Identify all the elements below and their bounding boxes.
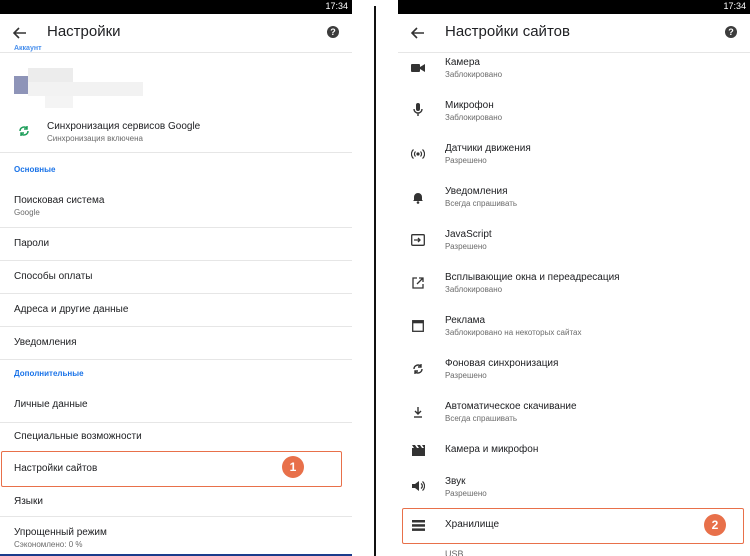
javascript-icon <box>410 232 426 248</box>
bell-icon <box>410 189 426 205</box>
back-arrow-icon[interactable] <box>10 23 30 43</box>
site-settings-screen <box>398 0 750 556</box>
languages-label: Языки <box>14 496 43 507</box>
divider <box>0 516 352 517</box>
addresses-label: Адреса и другие данные <box>14 304 129 315</box>
ads-subtitle: Заблокировано на некоторых сайтах <box>445 328 582 337</box>
app-bar <box>0 14 352 53</box>
lite-mode-row[interactable] <box>0 522 352 556</box>
accessibility-label: Специальные возможности <box>14 431 142 442</box>
status-bar <box>398 0 750 14</box>
divider <box>0 359 352 360</box>
camera-row[interactable] <box>398 54 750 97</box>
lite-mode-title: Упрощенный режим <box>14 527 107 538</box>
microphone-row[interactable] <box>398 97 750 140</box>
status-time: 17:34 <box>325 1 348 11</box>
background-sync-row[interactable] <box>398 355 750 398</box>
step-badge-1: 1 <box>282 456 304 478</box>
motion-sensors-title: Датчики движения <box>445 143 531 154</box>
step-badge-2: 2 <box>704 514 726 536</box>
notifications-title: Уведомления <box>445 186 508 197</box>
back-arrow-icon[interactable] <box>408 23 428 43</box>
sync-title: Синхронизация сервисов Google <box>47 121 201 132</box>
divider <box>0 152 352 153</box>
panel-divider <box>374 6 376 556</box>
camera-and-mic-row[interactable] <box>398 441 750 471</box>
account-section-header: Аккаунт <box>14 45 42 52</box>
page-title: Настройки сайтов <box>445 23 570 40</box>
storage-row[interactable] <box>398 509 750 543</box>
app-bar <box>398 14 750 53</box>
site-settings-label: Настройки сайтов <box>14 463 98 474</box>
storage-icon <box>410 517 426 533</box>
camera-title: Камера <box>445 57 480 68</box>
sound-icon <box>410 478 426 494</box>
microphone-title: Микрофон <box>445 100 494 111</box>
blurred-account-email <box>28 82 143 96</box>
personal-data-label: Личные данные <box>14 399 88 410</box>
auto-download-title: Автоматическое скачивание <box>445 401 577 412</box>
help-icon[interactable]: ? <box>327 26 339 38</box>
accessibility-row[interactable] <box>0 423 352 451</box>
sound-row[interactable] <box>398 472 750 508</box>
ads-title: Реклама <box>445 315 486 326</box>
sync-icon <box>16 123 32 139</box>
personal-data-row[interactable] <box>0 390 352 422</box>
javascript-subtitle: Разрешено <box>445 242 487 251</box>
advanced-section-header: Дополнительные <box>14 369 84 378</box>
background-sync-subtitle: Разрешено <box>445 371 487 380</box>
sync-row[interactable] <box>0 116 352 148</box>
download-icon <box>410 404 426 420</box>
payment-methods-row[interactable] <box>0 261 352 293</box>
ads-row[interactable] <box>398 312 750 355</box>
search-engine-row[interactable] <box>0 190 352 226</box>
languages-row[interactable] <box>0 488 352 516</box>
search-engine-title: Поисковая система <box>14 195 105 206</box>
camera-icon <box>410 60 426 76</box>
motion-sensors-row[interactable] <box>398 140 750 183</box>
blurred-account-name <box>28 68 73 82</box>
status-bar <box>0 0 352 14</box>
basic-section-header: Основные <box>14 165 56 174</box>
camera-subtitle: Заблокировано <box>445 70 503 79</box>
notifications-label: Уведомления <box>14 337 77 348</box>
popups-title: Всплывающие окна и переадресация <box>445 272 620 283</box>
account-row[interactable] <box>0 60 352 112</box>
motion-sensors-subtitle: Разрешено <box>445 156 487 165</box>
blurred-account-extra <box>45 96 73 108</box>
ads-icon <box>410 318 426 334</box>
payment-methods-label: Способы оплаты <box>14 271 93 282</box>
sync-icon <box>410 361 426 377</box>
camera-and-mic-title: Камера и микрофон <box>445 444 539 455</box>
motion-sensors-icon <box>410 146 426 162</box>
storage-title: Хранилище <box>445 519 499 530</box>
notifications-subtitle: Всегда спрашивать <box>445 199 518 208</box>
notifications-row[interactable] <box>0 327 352 359</box>
passwords-row[interactable] <box>0 228 352 260</box>
addresses-row[interactable] <box>0 294 352 326</box>
avatar <box>14 76 28 94</box>
microphone-icon <box>410 102 426 118</box>
sound-title: Звук <box>445 476 466 487</box>
microphone-subtitle: Заблокировано <box>445 113 503 122</box>
settings-screen <box>0 0 352 556</box>
help-icon[interactable]: ? <box>725 26 737 38</box>
sync-subtitle: Синхронизация включена <box>47 134 143 143</box>
sound-subtitle: Разрешено <box>445 489 487 498</box>
camera-mic-icon <box>410 442 426 458</box>
javascript-title: JavaScript <box>445 229 492 240</box>
page-title: Настройки <box>47 23 121 40</box>
popups-row[interactable] <box>398 269 750 312</box>
auto-download-row[interactable] <box>398 398 750 441</box>
popup-icon <box>410 275 426 291</box>
auto-download-subtitle: Всегда спрашивать <box>445 414 518 423</box>
popups-subtitle: Заблокировано <box>445 285 503 294</box>
search-engine-subtitle: Google <box>14 208 40 217</box>
lite-mode-subtitle: Сэкономлено: 0 % <box>14 540 83 549</box>
status-time: 17:34 <box>723 1 746 11</box>
notifications-row[interactable] <box>398 183 750 226</box>
javascript-row[interactable] <box>398 226 750 269</box>
passwords-label: Пароли <box>14 238 50 249</box>
next-row-partial: USB <box>445 549 464 556</box>
background-sync-title: Фоновая синхронизация <box>445 358 559 369</box>
